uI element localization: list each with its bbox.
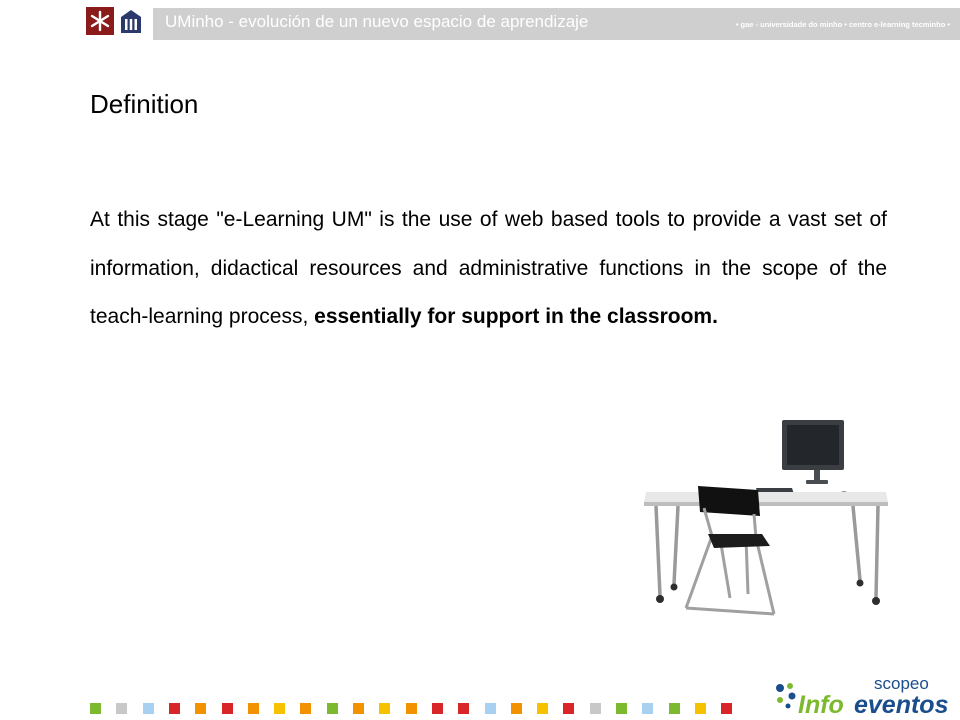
decorative-square [616, 703, 627, 714]
decorative-square [695, 703, 706, 714]
decorative-square [248, 703, 259, 714]
header-credit: • gae - universidade do minho • centro e-learning tecminho • [735, 20, 950, 29]
university-logo-icon [86, 7, 114, 35]
decorative-square [590, 703, 601, 714]
decorative-square [458, 703, 469, 714]
scopeo-infoeventos-logo [774, 674, 954, 718]
logo-dots-icon [774, 682, 798, 712]
brand-scopeo-text: scopeo [874, 674, 929, 693]
definition-paragraph [90, 196, 887, 342]
decorative-square [721, 703, 732, 714]
decorative-square [379, 703, 390, 714]
decorative-square [195, 703, 206, 714]
decorative-square [90, 703, 101, 714]
decorative-square [274, 703, 285, 714]
brand-info-text: Info [798, 691, 844, 719]
decorative-square [116, 703, 127, 714]
decorative-square [327, 703, 338, 714]
definition-text: At this stage "e-Learning UM" is the use of web based tools to provide a vast set of information, didactical resources and administrative functions in the scope of the teach-learning process, [90, 208, 887, 328]
brand-eventos-text: eventos [854, 691, 949, 719]
decorative-square [669, 703, 680, 714]
header-bar [153, 8, 960, 40]
definition-emphasis: essentially for support in the classroom. [314, 305, 718, 328]
decorative-square [511, 703, 522, 714]
decorative-square [537, 703, 548, 714]
slide-title: Definition [90, 89, 199, 119]
decorative-square [406, 703, 417, 714]
presentation-title: UMinho - evolución de un nuevo espacio de aprendizaje [165, 12, 589, 31]
decorative-square [642, 703, 653, 714]
decorative-square [300, 703, 311, 714]
decorative-square [353, 703, 364, 714]
decorative-square [222, 703, 233, 714]
desk-with-computer-image [638, 418, 894, 616]
decorative-square [432, 703, 443, 714]
decorative-square [485, 703, 496, 714]
decorative-square [169, 703, 180, 714]
decorative-square [143, 703, 154, 714]
institution-building-icon [117, 7, 145, 35]
decorative-square [563, 703, 574, 714]
